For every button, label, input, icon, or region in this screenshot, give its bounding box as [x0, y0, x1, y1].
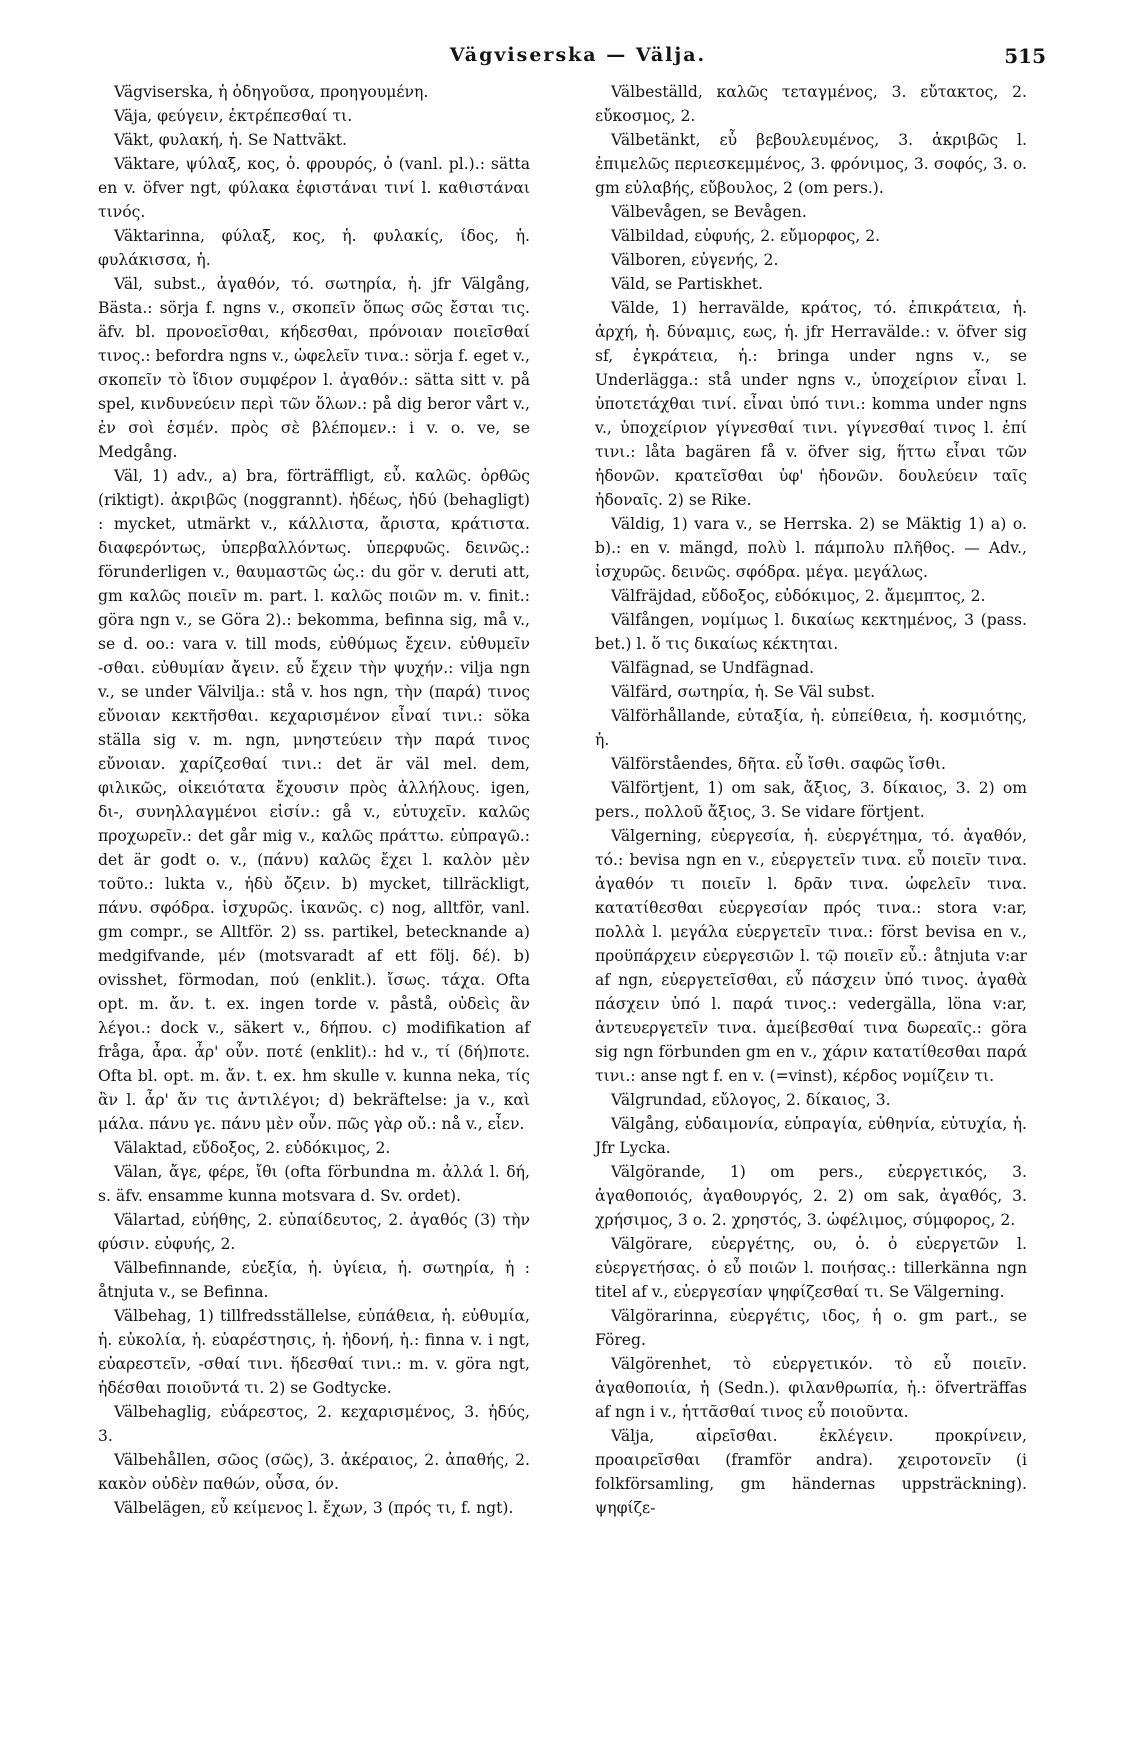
page-header	[98, 44, 1058, 78]
entry-valforhallande: Välförhållande, εὐταξία, ἡ. εὐπείθεια, ἡ. κοσμιότης, ἡ.	[595, 707, 1027, 749]
entry-valja: Välja, αἱρεῖσθαι. ἐκλέγειν. προκρίνειν, προαιρεῖσθαι (framför andra). χειροτονεῖν (i folkförsamling, gm händernas uppsträckning). ψηφίζε-	[595, 1427, 1027, 1517]
entry-vaja: Väja, φεύγειν, ἐκτρέπεσθαί τι.	[114, 107, 353, 125]
entry-valforstaendes: Välförståendes, δῆτα. εὖ ἴσθι. σαφῶς ἴσθι.	[611, 755, 946, 773]
entry-vaktarinna: Väktarinna, φύλαξ, κος, ἡ. φυλακίς, ίδος, ἡ. φυλάκισσα, ἡ.	[98, 227, 530, 269]
entry-vaktare: Väktare, ψύλαξ, κος, ὁ. φρουρός, ὁ (vanl. pl.).: sätta en v. öfver ngt, φύλακα ἐφιστάναι τινί l. καθιστάναι τινός.	[98, 155, 530, 221]
entry-vakt: Väkt, φυλακή, ἡ. Se Nattväkt.	[114, 131, 347, 149]
entry-valgerning: Välgerning, εὐεργεσία, ἡ. εὐεργέτημα, τό. ἀγαθόν, τό.: bevisa ngn en v., εὐεργετεῖν τινα. εὖ ποιεῖν τινα. ἀγαθόν τι ποιεῖν l. δρᾶν τινα. ὠφελεῖν τινα. κατατίθεσθαι εὐεργεσίαν πρός τινα.: stora v:ar, πολλὰ l. μεγάλα εὐεργετεῖν τινα.: först bevisa en v., προϋπάρχειν εὐεργεσιῶν l. τῷ ποιεῖν εὖ.: åtnjuta v:ar af ngn, εὐεργετεῖσθαι, εὖ πάσχειν ὑπό τινος. ἀγαθὰ πάσχειν ὑπό l. παρά τινος.: vedergälla, löna v:ar, ἀντευεργετεῖν τινα. ἀμείβεσθαί τινα δωρεαῖς.: göra sig ngn förbunden gm en v., χάριν κατατίθεσθαι παρά τινι.: anse ngt f. en v. (=vinst), κέρδος νομίζειν τι.	[595, 827, 1027, 1085]
entry-valgorande: Välgörande, 1) om pers., εὐεργετικός, 3. ἀγαθοποιός, ἀγαθουργός, 2. 2) om sak, ἀγαθός, 3. χρήσιμος, 3 o. 2. χρηστός, 3. ὠφέλιμος, σύμφορος, 2.	[595, 1163, 1027, 1229]
entry-valgorenhet: Välgörenhet, τὸ εὐεργετικόν. τὸ εὖ ποιεῖν. ἀγαθοποιία, ἡ (Sedn.). φιλανθρωπία, ἡ.: öfverträffas af ngn i v., ἡττᾶσθαί τινος εὖ ποιοῦντα.	[595, 1355, 1027, 1421]
entry-vald: Väld, se Partiskhet.	[611, 275, 763, 293]
entry-valfard: Välfärd, σωτηρία, ἡ. Se Väl subst.	[611, 683, 876, 701]
entry-valbestalld: Välbeställd, καλῶς τεταγμένος, 3. εὔτακτος, 2. εὔκοσμος, 2.	[595, 83, 1027, 125]
entry-valaktad: Välaktad, εὔδοξος, 2. εὐδόκιμος, 2.	[114, 1139, 391, 1157]
page-number: 515	[1004, 44, 1046, 68]
entry-valbelagen: Välbelägen, εὖ κείμενος l. ἔχων, 3 (πρός τι, f. ngt).	[114, 1499, 514, 1517]
entry-valfortjent: Välförtjent, 1) om sak, ἄξιος, 3. δίκαιος, 3. 2) om pers., πολλοῦ ἄξιος, 3. Se vidare förtjent.	[595, 779, 1027, 821]
entry-valde: Välde, 1) herravälde, κράτος, τό. ἐπικράτεια, ἡ. ἀρχή, ἡ. δύναμις, εως, ἡ. jfr Herravälde.: v. öfver sig sf, ἐγκράτεια, ἡ.: bringa under ngns v., se Underlägga.: stå under ngns v., ὑποχείριον εἶναι l. ὑποτετάχθαι τινί. εἶναι ὑπό τινι.: komma under ngns v., ὑποχείριον γίγνεσθαί τινι. γίγνεσθαί τινος l. ἐπί τινι.: låta bagären få v. öfver sig, ἥττω εἶναι τῶν ἡδονῶν. κρατεῖσθαι ὑφ' ἡδονῶν. δουλεύειν ταῖς ἡδοναῖς. 2) se Rike.	[595, 299, 1027, 509]
entry-valdig: Väldig, 1) vara v., se Herrska. 2) se Mäktig 1) a) o. b).: en v. mängd, πολὺ l. πάμπολυ πλῆθος. — Adv., ἰσχυρῶς. δεινῶς. σφόδρα. μέγα. μεγάλως.	[595, 515, 1027, 581]
entry-valbevagen: Välbevågen, se Bevågen.	[611, 203, 807, 221]
running-title: Vägviserska — Välja.	[449, 44, 707, 66]
entry-valbehaglig: Välbehaglig, εὐάρεστος, 2. κεχαρισμένος, 3. ἡδύς, 3.	[98, 1403, 530, 1445]
entry-valbehallen: Välbehållen, σῶος (σῶς), 3. ἀκέραιος, 2. ἀπαθής, 2. κακὸν οὐδὲν παθών, οὖσα, όν.	[98, 1451, 530, 1493]
entry-valboren: Välboren, εὐγενής, 2.	[611, 251, 779, 269]
entry-valan: Välan, ἄγε, φέρε, ἴθι (ofta förbundna m. ἀλλά l. δή, s. äfv. ensamme kunna motsvara d. Sv. ordet).	[98, 1163, 530, 1205]
entry-valfangen: Välfången, νομίμως l. δικαίως κεκτημένος, 3 (pass. bet.) l. ὅ τις δικαίως κέκτηται.	[595, 611, 1027, 653]
entry-valgorarinna: Välgörarinna, εὐεργέτις, ιδος, ἡ o. gm part., se Föreg.	[595, 1307, 1027, 1349]
entry-valbehag: Välbehag, 1) tillfredsställelse, εὐπάθεια, ἡ. εὐθυμία, ἡ. εὐκολία, ἡ. εὐαρέστησις, ἡ. ἡδονή, ἡ.: finna v. i ngt, εὐαρεστεῖν, -σθαί τινι. ἥδεσθαί τινι.: m. v. göra ngt, ἡδέσθαι ποιοῦντά τι. 2) se Godtycke.	[98, 1307, 530, 1397]
entry-valfrajdad: Välfräjdad, εὔδοξος, εὐδόκιμος, 2. ἄμεμπτος, 2.	[611, 587, 986, 605]
entry-valgrundad: Välgrundad, εὔλογος, 2. δίκαιος, 3.	[611, 1091, 891, 1109]
entry-val-subst: Väl, subst., ἀγαθόν, τό. σωτηρία, ἡ. jfr Välgång, Bästa.: sörja f. ngns v., σκοπεῖν ὅπως σῶς ἔσται τις. äfv. bl. προνοεῖσθαι, κήδεσθαι, πρόνοιαν ποιεῖσθαί τινος.: befordra ngns v., ὠφελεῖν τινα.: sörja f. eget v., σκοπεῖν τὸ ἴδιον συμφέρον l. ἀγαθόν.: sätta sitt v. på spel, κινδυνεύειν περὶ τῶν ὅλων.: på dig beror vårt v., ἐν σοὶ ἐσμέν. πρὸς σὲ βλέπομεν.: i v. o. ve, se Medgång.	[98, 275, 530, 461]
entry-valgorare: Välgörare, εὐεργέτης, ου, ὁ. ὁ εὐεργετῶν l. εὐεργετήσας. ὁ εὖ ποιῶν l. ποιήσας.: tillerkänna ngn titel af v., εὐεργεσίαν ψηφίζεσθαί τι. Se Välgerning.	[595, 1235, 1027, 1301]
entry-valfagnad: Välfägnad, se Undfägnad.	[611, 659, 815, 677]
entry-val-adv: Väl, 1) adv., a) bra, förträffligt, εὖ. καλῶς. ὀρθῶς (riktigt). ἀκριβῶς (noggrannt). ἡδέως, ἡδύ (behagligt) : mycket, utmärkt v., κάλλιστα, ἄριστα, κράτιστα. διαφερόντως, ὑπερβαλλόντως. ὑπερφυῶς. δεινῶς.: förunderligen v., θαυμαστῶς ὡς.: du gör v. deruti att, gm καλῶς ποιεῖν m. part. l. καλῶς ποιῶν m. v. finit.: göra ngn v., se Göra 2).: bekomma, befinna sig, må v., se d. oo.: vara v. till mods, εὐθύμως ἔχειν. εὐθυμεῖν -σθαι. εὐθυμίαν ἄγειν. εὖ ἔχειν τὴν ψυχήν.: vilja ngn v., se under Välvilja.: stå v. hos ngn, τὴν (παρά) τινος εὔνοιαν κεκτῆσθαι. κεχαρισμένον εἶναί τινι.: söka ställa sig v. m. ngn, μνηστεύειν τὴν παρά τινος εὔνοιαν. χαρίζεσθαί τινι.: det är väl mel. dem, φιλικῶς, οἰκειότατα ἔχουσιν πρὸς ἀλλήλους. igen, δι-, συνηλλαγμένοι εἰσίν.: gå v., εὐτυχεῖν. καλῶς προχωρεῖν.: det går mig v., καλῶς πράττω. εὐπραγῶ.: det är godt o. v., (πάνυ) καλῶς ἔχει l. καλὸν μὲν τοῦτο.: lukta v., ἡδὺ ὄζειν. b) mycket, tillräckligt, πάνυ. σφόδρα. ἰσχυρῶς. ἱκανῶς. c) nog, alltför, vanl. gm compr., se Alltför. 2) ss. partikel, betecknande a) medgifvande, μέν (motsvaradt af ett följ. δέ). b) ovisshet, förmodan, πού (enklit.). ἴσως. τάχα. Ofta opt. m. ἄν. t. ex. ingen torde v. påstå, οὐδεὶς ἂν λέγοι.: dock v., säkert v., δήπου. c) modifikation af fråga, ἆρα. ἆρ' οὖν. ποτέ (enklit).: hd v., τί (δή)ποτε. Ofta bl. opt. m. ἄν. t. ex. hm skulle v. kunna neka, τίς ἂν l. ἆρ' ἄν τις ἀντιλέγοι; d) bekräftelse: ja v., καὶ μάλα. πάνυ γε. πάνυ μὲν οὖν. πῶς γὰρ οὔ.: nå v., εἶεν.	[98, 467, 530, 1133]
entry-valartad: Välartad, εὐήθης, 2. εὐπαίδευτος, 2. ἀγαθός (3) τὴν φύσιν. εὐφυής, 2.	[98, 1211, 530, 1253]
entry-valbildad: Välbildad, εὐφυής, 2. εὔμορφος, 2.	[611, 227, 881, 245]
entry-vagviserska: Vägviserska, ἡ ὁδηγοῦσα, προηγουμένη.	[114, 83, 429, 101]
left-column	[98, 80, 530, 1520]
right-column	[595, 80, 1027, 1520]
entry-valgang: Välgång, εὐδαιμονία, εὐπραγία, εὐθηνία, εὐτυχία, ἡ. Jfr Lycka.	[595, 1115, 1027, 1157]
entry-valbetankt: Välbetänkt, εὖ βεβουλευμένος, 3. ἀκριβῶς l. ἐπιμελῶς περιεσκεμμένος, 3. φρόνιμος, 3. σοφός, 3. o. gm εὐλαβής, εὔβουλος, 2 (om pers.).	[595, 131, 1027, 197]
entry-valbefinnande: Välbefinnande, εὐεξία, ἡ. ὑγίεια, ἡ. σωτηρία, ἡ : åtnjuta v., se Befinna.	[98, 1259, 530, 1301]
